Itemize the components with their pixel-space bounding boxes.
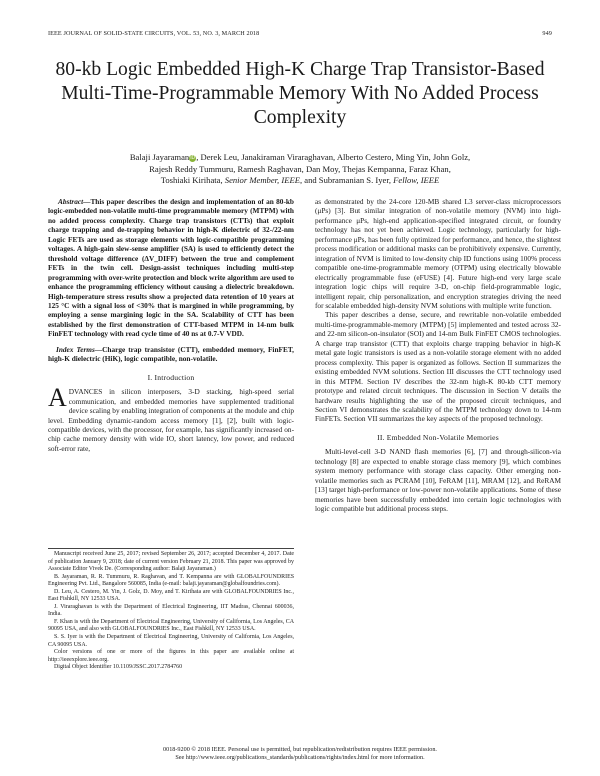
index-terms-label: Index Terms — [56, 344, 95, 354]
footnote: B. Jayaraman, R. R. Tummuru, R. Raghavan, and T. Kempanna are with GLOBALFOUNDRIES Engineering Pvt. Ltd., Bangalore 560085, India (e-mail: balaji.jayaraman@globalfoundries.com). — [48, 573, 294, 588]
index-terms-text: —Charge trap transistor (CTT), embedded memory, FinFET, high-K dielectric (HiK), logic compatible, non-volatile. — [48, 344, 294, 364]
body-paragraph: Multi-level-cell 3-D NAND flash memories [6], [7] and through-silicon-via technology [8] are expected to enable storage class memory [9], which combines system memory performance with storage class capacity. Other emerging non-volatile memories such as PCRAM [10], FeRAM [11], MRAM [12], and ReRAM [13] target high-performance or low-power non-volatile applications. Some of these memories have been successfully embedded into certain logic technologies with logic compatible but additional process steps. — [315, 447, 561, 514]
section-heading-introduction: I. Introduction — [147, 372, 195, 382]
footnote-rule — [48, 548, 294, 549]
footnote: Color versions of one or more of the figures in this paper are available online at http://ieeexplore.ieee.org. — [48, 649, 294, 663]
footnote: Manuscript received June 25, 2017; revised September 26, 2017; accepted December 4, 2017. Date of publication January 9, 2018; date of current version February 21, 2018. This paper was approved by Associate Editor Vivek De. (Corresponding author: Balaji Jayaraman.) — [48, 551, 294, 573]
abstract — [48, 197, 294, 339]
senior-member-title: Senior Member, IEEE — [224, 175, 300, 186]
drop-cap: A — [48, 383, 67, 413]
footnote: S. S. Iyer is with the Department of Electrical Engineering, University of California, Los Angeles, CA 90095 USA. — [48, 634, 294, 648]
rights-link-line: See http://www.ieee.org/publications_standards/publications/rights/index.html for more information. — [175, 754, 425, 762]
index-terms — [48, 345, 294, 364]
right-column — [315, 197, 561, 514]
abstract-label: Abstract — [58, 197, 84, 206]
left-column — [48, 197, 294, 453]
footnote: Digital Object Identifier 10.1109/JSSC.2017.2784760 — [54, 664, 183, 671]
section-heading-embedded-nvm: II. Embedded Non-Volatile Memories — [377, 432, 499, 442]
authors-line2: Rajesh Reddy Tummuru, Ramesh Raghavan, Dan Moy, Thejas Kempanna, Faraz Khan, — [149, 163, 451, 174]
footnote: D. Leu, A. Cestero, M. Yin, J. Golz, D. Moy, and T. Kirihata are with GLOBALFOUNDRIES Inc., East Fishkill, NY 12533 USA. — [48, 588, 294, 603]
authors-line3-a: Toshiaki Kirihata, — [160, 175, 225, 186]
copyright-line: 0018-9200 © 2018 IEEE. Personal use is permitted, but republication/redistribution requires IEEE permission. — [163, 746, 437, 753]
journal-citation: IEEE JOURNAL OF SOLID-STATE CIRCUITS, VOL. 53, NO. 3, MARCH 2018 — [48, 30, 260, 37]
intro-paragraph — [48, 383, 294, 453]
author-list — [60, 152, 540, 187]
footnote: F. Khan is with the Department of Electrical Engineering, University of California, Los Angeles, CA 90095 USA, and also with GLOBALFOUNDRIES Inc., East Fishkill, NY 12533 USA. — [48, 618, 294, 633]
orcid-icon[interactable]: iD — [190, 155, 196, 161]
running-head — [48, 30, 552, 40]
footnotes — [48, 548, 294, 672]
first-author: Balaji Jayaraman — [129, 152, 190, 162]
abstract-text: —This paper describes the design and implementation of an 80-kb logic-embedded non-volatile multi-time programmable memory (MTPM) with no added process complexity. Charge trap transistors (CTTs) that exploit charge trapping and de-trapping behavior in high-K dielectric of 32-/22-nm Logic FETs are used as storage elements with logic-compatible programming voltages. A high-gain slew-sense amplifier (SA) is used to efficiently detect the threshold voltage difference (ΔV_DIFF) between the true and complement FETs in the twin cell. Design-assist techniques including multi-step programming with over-write protection and block write algorithm are used to enhance the programming efficiency without causing a dielectric breakdown. High-temperature stress results show a projected data retention of 10 years at 125 °C with a signal loss of <30% that is margined in while programming, by employing a sense margining logic in the SA. Scalability of CTT has been established by the first demonstration of CTT-based MTPM in 14-nm bulk FinFET technology with read cycle time of 40 ns at 0.7-V VDD. — [48, 197, 294, 339]
intro-text: DVANCES in silicon interposers, 3-D stacking, high-speed serial communication, and embedded memories have supplemented traditional device scaling by enabling integration of components at the module and chip level. Embedding dynamic-random access memory [1], [2], built with logic-compatible devices, with the processor, for example, has significantly increased on-chip cache memory density with wide IO, short latency, low power, and reduced soft-error rate, — [48, 387, 294, 453]
paper-title: 80-kb Logic Embedded High-K Charge Trap Transistor-Based Multi-Time-Programmable Memory With No Added Process Complexity — [55, 59, 545, 128]
fellow-title: Fellow, IEEE — [393, 175, 440, 186]
page-footer — [48, 746, 552, 763]
authors-line3-c: , and Subramanian S. Iyer, — [299, 175, 394, 186]
authors-line1-rest: , Derek Leu, Janakiraman Viraraghavan, Alberto Cestero, Ming Yin, John Golz, — [196, 152, 471, 162]
body-paragraph: This paper describes a dense, secure, and rewritable non-volatile embedded multi-time-programmable-memory (MTPM) [5] implemented and tested across 32- and 22-nm silicon-on-insulator (SOI) and 14-nm Bulk FinFET CMOS technologies. A charge trap transistor (CTT) that exploits charge trapping behavior in high-K metal gate logic transistors is used as a non-volatile storage element with no added process complexity. This paper is organized as follows. Section II summarizes the existing embedded NVM solutions. Section III discusses the CTT technology used in this MTPM. Section IV describes the 32-nm high-K 80-kb CTT memory prototype and related circuit techniques. The discussion in Section V details the hardware results highlighting the use of the proposed circuit techniques, and Section VI demonstrates the scalability of the MTPM technology down to 14-nm FinFETs. Section VII summarizes the key aspects of the proposed technology. — [315, 310, 561, 424]
page-number: 949 — [542, 30, 552, 37]
footnote: J. Viraraghavan is with the Department of Electrical Engineering, IIT Madras, Chennai 600036, India. — [48, 603, 294, 618]
body-paragraph: as demonstrated by the 24-core 120-MB shared L3 server-class microprocessors (μPs) [3]. But similar integration of non-volatile memory (NVM) into high-performance μPs, high-end application-specified integrated circuit, or foundry technology has not yet been achieved. Logic technology, particularly for high-performance μPs, has been fully optimized for performance, and hence, the slightest process modification or additional masks can be prohibitively expensive. Currently, integration of NVM is limited to low-density chip ID functions using 100% process compatible one-time-programmable memory (OTPM) using electrically blowable electrically programmable fuse (eFUSE) [4]. Future high-end very large scale integration logic chips will require 3-D, on-chip field-programmable logic, intelligent repair, chip personalization, and encryption strategies driving the need for scalable embedded high-density NVM solutions with multiple write function. — [315, 197, 561, 310]
